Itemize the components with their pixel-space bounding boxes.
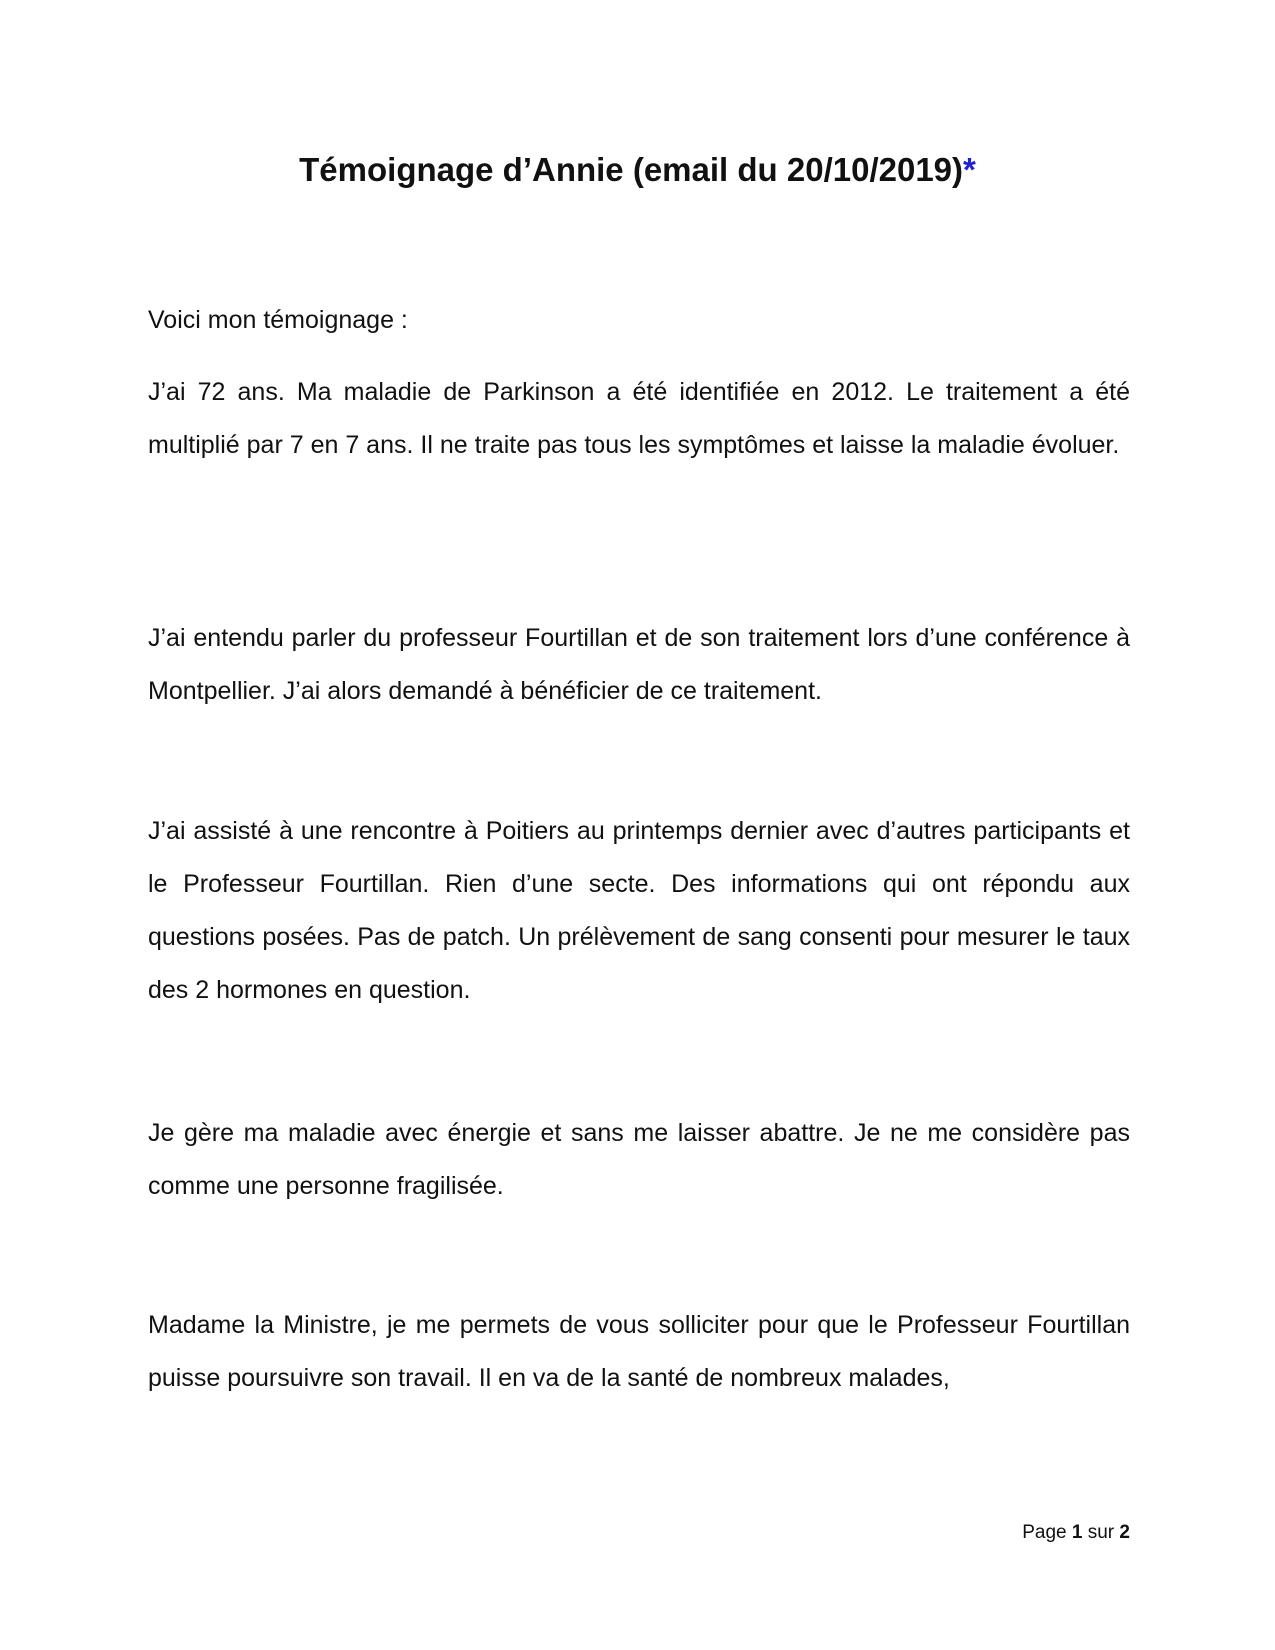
title-text: Témoignage d’Annie (email du 20/10/2019) bbox=[299, 151, 964, 188]
intro-line: Voici mon témoignage : bbox=[148, 306, 408, 334]
of-label: sur bbox=[1087, 1522, 1115, 1543]
title-asterisk: * bbox=[963, 151, 976, 188]
document-title bbox=[0, 148, 1275, 192]
paragraph-4: Je gère ma maladie avec énergie et sans me laisser abattre. Je ne me considère pas comme une personne fragilisée. bbox=[148, 1119, 1130, 1200]
paragraph-2: J’ai entendu parler du professeur Fourtillan et de son traitement lors d’une conférence à Montpellier. J’ai alors demandé à bénéficier de ce traitement. bbox=[148, 624, 1130, 705]
paragraph-3: J’ai assisté à une rencontre à Poitiers au printemps dernier avec d’autres participants et le Professeur Fourtillan. Rien d’une secte. Des informations qui ont répondu aux questions posées. Pas de patch. Un prélèvement de sang consenti pour mesurer le taux des 2 hormones en question. bbox=[148, 817, 1130, 1004]
paragraph-5: Madame la Ministre, je me permets de vous solliciter pour que le Professeur Fourtillan puisse poursuivre son travail. Il en va de la santé de nombreux malades, bbox=[148, 1311, 1130, 1392]
page-label: Page bbox=[1022, 1522, 1067, 1543]
page-number-footer bbox=[1022, 1520, 1130, 1546]
page-total: 2 bbox=[1119, 1522, 1130, 1543]
paragraph-1: J’ai 72 ans. Ma maladie de Parkinson a été identifiée en 2012. Le traitement a été multiplié par 7 en 7 ans. Il ne traite pas tous les symptômes et laisse la maladie évoluer. bbox=[148, 378, 1130, 459]
page-current: 1 bbox=[1071, 1522, 1083, 1543]
